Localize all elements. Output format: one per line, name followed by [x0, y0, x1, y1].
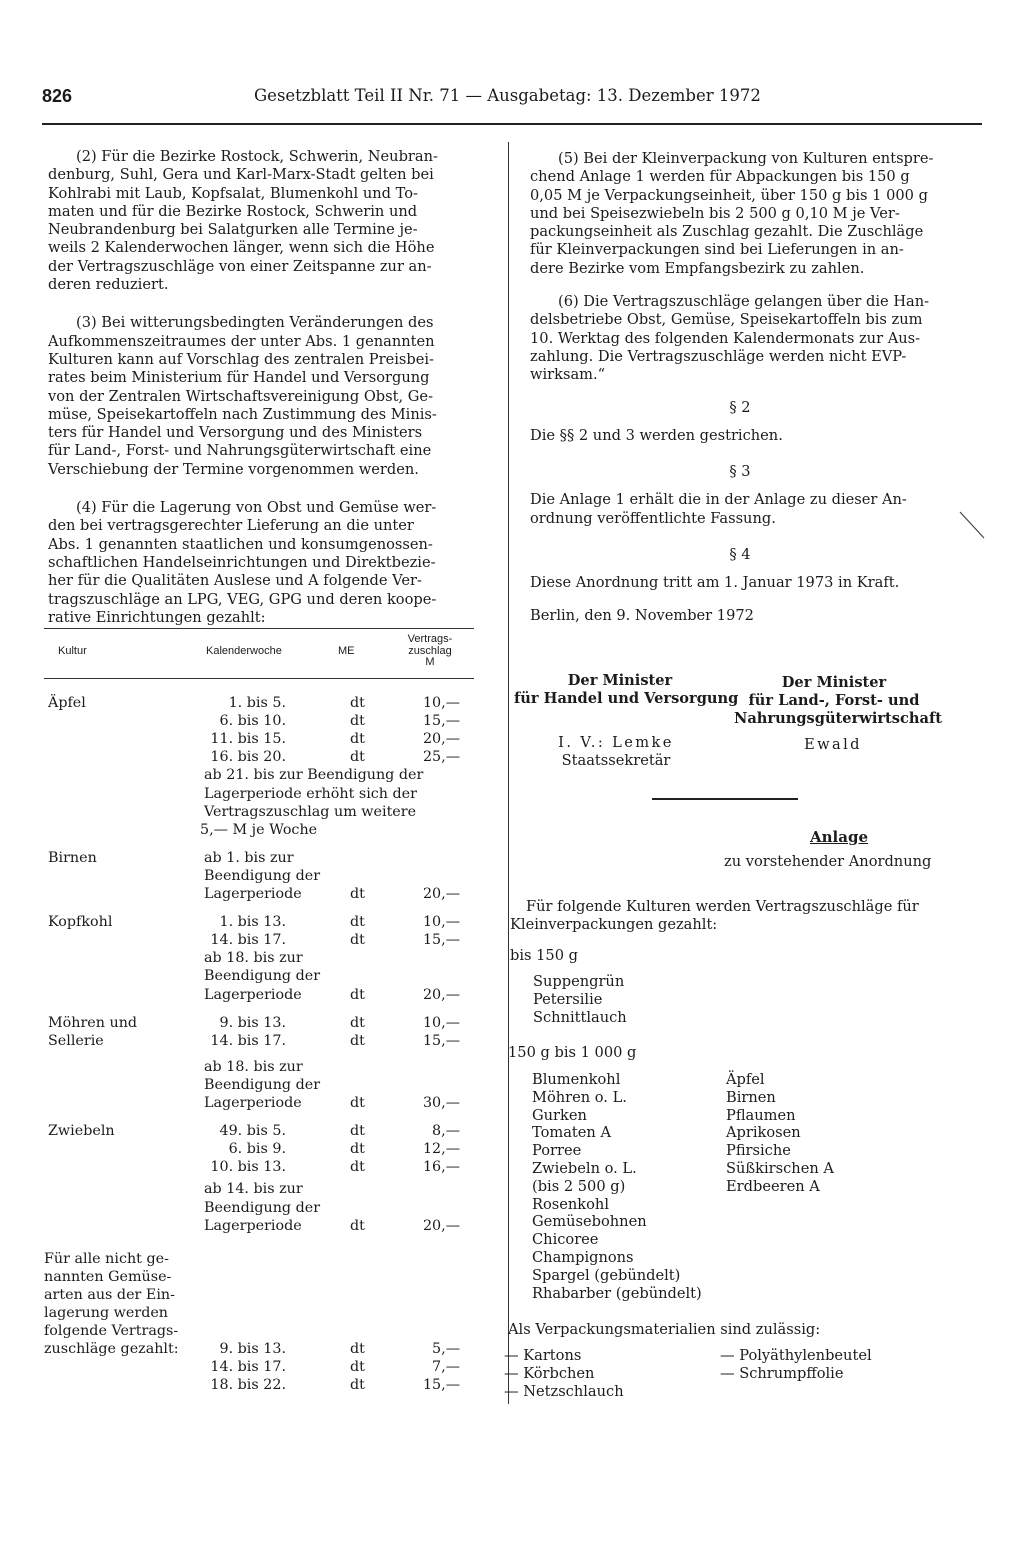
cell-kalenderwoche: Lagerperiode	[204, 886, 302, 902]
cell-zuschlag: 5,—	[432, 1341, 460, 1357]
cell-kalenderwoche: 14. bis 17.	[210, 1032, 286, 1049]
list-item: Schnittlauch	[533, 1009, 627, 1026]
right-column	[530, 150, 950, 625]
minister-line: für Handel und Versorgung	[514, 690, 739, 707]
page-number: 826	[42, 86, 73, 106]
cell-kalenderwoche: ab 21. bis zur Beendigung der	[204, 767, 424, 784]
text-line: schaftlichen Handelseinrichtungen und Direktbezie-	[48, 553, 436, 571]
cell-zuschlag: 30,—	[422, 1095, 460, 1111]
list-item: Erdbeeren A	[726, 1177, 820, 1195]
cell-zuschlag: 10,—	[422, 914, 460, 931]
section-3-title: § 3	[729, 463, 751, 481]
cell-zuschlag: 10,—	[422, 695, 460, 711]
minister-line: für Land-, Forst- und	[748, 692, 920, 709]
cell-zuschlag: 15,—	[422, 932, 460, 949]
group-150-list	[533, 973, 627, 1027]
text-line: 10. Werktag des folgenden Kalendermonats zur Aus-	[530, 329, 921, 347]
text-line: (3) Bei witterungsbedingten Veränderungen des	[76, 314, 434, 332]
text-line: (5) Bei der Kleinverpackung von Kulturen entspre-	[558, 150, 934, 167]
cell-kalenderwoche: 6. bis 10.	[219, 713, 286, 730]
text-line: dere Bezirke vom Empfangsbezirk zu zahlen.	[530, 259, 865, 277]
section-divider	[652, 798, 798, 800]
minister-2	[734, 674, 942, 728]
text-line: ordnung veröffentlichte Fassung.	[530, 509, 776, 527]
text-line: der Vertragszuschläge von einer Zeitspanne zur an-	[48, 257, 432, 275]
list-item: — Körbchen	[504, 1364, 595, 1382]
list-item: Pfirsiche	[726, 1142, 791, 1160]
place-date: Berlin, den 9. November 1972	[530, 606, 754, 624]
text-line: Kulturen kann auf Vorschlag des zentralen Preisbei-	[48, 350, 434, 368]
cell-zuschlag: 8,—	[432, 1123, 460, 1140]
cell-me: dt	[350, 1095, 365, 1111]
cell-kalenderwoche: Vertragszuschlag um weitere	[204, 803, 417, 820]
cell-kalenderwoche: ab 18. bis zur	[204, 950, 303, 967]
anlage-intro	[510, 898, 946, 934]
cell-kalenderwoche: 14. bis 17.	[210, 1359, 286, 1375]
section-4-text: Diese Anordnung tritt am 1. Januar 1973 in Kraft.	[530, 574, 900, 592]
list-item: Süßkirschen A	[726, 1159, 834, 1177]
text-line: rative Einrichtungen gezahlt:	[48, 608, 266, 626]
text-line: Abs. 1 genannten staatlichen und konsumgenossen-	[48, 535, 433, 553]
cell-kalenderwoche: 18. bis 22.	[210, 1377, 286, 1393]
header-kultur: Kultur	[58, 645, 87, 657]
minister-line: Der Minister	[781, 674, 887, 691]
paragraph-4	[48, 499, 478, 627]
cell-kalenderwoche: ab 18. bis zur	[204, 1058, 303, 1075]
text-line: weils 2 Kalenderwochen länger, wenn sich die Höhe	[48, 239, 435, 257]
note-line: Für alle nicht ge-	[44, 1251, 169, 1267]
minister-line: Der Minister	[567, 672, 673, 689]
cell-kultur: Birnen	[48, 849, 97, 866]
text-line: für Land-, Forst- und Nahrungsgüterwirtschaft eine	[48, 442, 432, 460]
cell-kalenderwoche: 1. bis 13.	[219, 914, 286, 931]
cell-kalenderwoche: Lagerperiode	[204, 986, 302, 1003]
text-line: von der Zentralen Wirtschaftsvereinigung Obst, Ge-	[48, 387, 434, 405]
page-header	[42, 86, 982, 112]
cell-kultur: Äpfel	[48, 695, 86, 711]
cell-kultur: Sellerie	[48, 1032, 104, 1049]
cell-zuschlag: 16,—	[422, 1159, 460, 1176]
cell-me: dt	[350, 1123, 365, 1140]
note-line: arten aus der Ein-	[44, 1287, 175, 1303]
cell-kalenderwoche: Beendigung der	[204, 1199, 321, 1216]
paragraph-2	[48, 148, 478, 294]
table-top-rule	[44, 628, 474, 629]
section-2-title: § 2	[729, 398, 751, 416]
cell-kalenderwoche: 11. bis 15.	[210, 731, 286, 748]
cell-me: dt	[350, 1341, 365, 1357]
minister-line: Nahrungsgüterwirtschaft	[734, 710, 942, 727]
gazette-title: Gesetzblatt Teil II Nr. 71 — Ausgabetag: 13. Dezember 1972	[254, 86, 761, 105]
header-me: ME	[338, 645, 355, 657]
cell-me: dt	[350, 1032, 365, 1049]
text-line: zahlung. Die Vertragszuschläge werden nicht EVP-	[530, 347, 907, 365]
list-item: Rosenkohl	[532, 1195, 609, 1213]
list-item: Blumenkohl	[532, 1071, 621, 1088]
section-4-title: § 4	[729, 546, 751, 564]
text-line: Aufkommenszeitraumes der unter Abs. 1 genannten	[48, 332, 435, 350]
list-item: Tomaten A	[532, 1124, 612, 1142]
table-header-rule	[44, 678, 474, 679]
cell-kalenderwoche: 49. bis 5.	[219, 1123, 286, 1140]
cell-kultur: Möhren und	[48, 1014, 138, 1031]
cell-zuschlag: 15,—	[422, 1032, 460, 1049]
cell-me: dt	[350, 695, 365, 711]
cell-kalenderwoche: 14. bis 17.	[210, 932, 286, 949]
section-2-text: Die §§ 2 und 3 werden gestrichen.	[530, 426, 783, 444]
note-line: folgende Vertrags-	[44, 1323, 179, 1339]
cell-me: dt	[350, 1014, 365, 1031]
cell-kalenderwoche: ab 1. bis zur	[204, 849, 294, 866]
scan-mark-decoration	[958, 510, 988, 542]
text-line: Für folgende Kulturen werden Vertragszuschläge für	[526, 898, 919, 915]
cell-kalenderwoche: 6. bis 9.	[228, 1141, 286, 1158]
text-line: rates beim Ministerium für Handel und Versorgung	[48, 369, 430, 387]
paragraph-6	[530, 293, 950, 384]
text-line: Kohlrabi mit Laub, Kopfsalat, Blumenkohl und To-	[48, 184, 418, 202]
group-1000-label: 150 g bis 1 000 g	[508, 1044, 637, 1061]
packaging-list-left	[504, 1347, 624, 1400]
anlage-subtitle: zu vorstehender Anordnung	[724, 853, 932, 870]
list-item: Gurken	[532, 1106, 587, 1124]
column-divider	[508, 142, 509, 1404]
group-1000-list-right	[726, 1071, 834, 1196]
cell-kalenderwoche: Lagerperiode erhöht sich der	[204, 785, 417, 802]
cell-kalenderwoche: 9. bis 13.	[219, 1014, 286, 1031]
cell-me: dt	[350, 713, 365, 730]
cell-zuschlag: 7,—	[432, 1359, 460, 1375]
list-item: — Kartons	[504, 1347, 582, 1364]
header-zuschlag	[394, 634, 466, 669]
cell-kalenderwoche: ab 14. bis zur	[204, 1181, 303, 1198]
cell-kalenderwoche: Beendigung der	[204, 968, 321, 985]
list-item: Möhren o. L.	[532, 1088, 627, 1106]
header-rule	[42, 123, 982, 125]
list-item: Pflaumen	[726, 1106, 796, 1124]
cell-zuschlag: 15,—	[422, 713, 460, 730]
cell-me: dt	[350, 986, 365, 1003]
text-line: chend Anlage 1 werden für Abpackungen bis 150 g	[530, 168, 910, 186]
cell-kultur: Zwiebeln	[48, 1123, 115, 1140]
list-item: Chicoree	[532, 1231, 599, 1249]
cell-kalenderwoche: Lagerperiode	[204, 1095, 302, 1111]
cell-me: dt	[350, 886, 365, 902]
cell-zuschlag: 12,—	[422, 1141, 460, 1158]
list-item: Birnen	[726, 1088, 776, 1106]
header-zuschlag-line: Vertrags-	[407, 633, 453, 645]
left-column	[48, 148, 478, 627]
text-line: Kleinverpackungen gezahlt:	[510, 916, 718, 933]
cell-me: dt	[350, 1359, 365, 1375]
list-item: Äpfel	[726, 1071, 765, 1088]
list-item: Aprikosen	[726, 1124, 801, 1142]
cell-zuschlag: 20,—	[422, 1217, 460, 1234]
signature-2: Ewald	[804, 736, 862, 753]
note-line: zuschläge gezahlt:	[44, 1341, 179, 1357]
cell-kalenderwoche: 5,— M je Woche	[200, 821, 318, 838]
text-line: Die Anlage 1 erhält die in der Anlage zu dieser An-	[530, 491, 907, 509]
text-line: delsbetriebe Obst, Gemüse, Speisekartoffeln bis zum	[530, 311, 923, 329]
list-item: (bis 2 500 g)	[532, 1177, 626, 1195]
header-zuschlag-line: M	[425, 656, 435, 668]
text-line: (6) Die Vertragszuschläge gelangen über die Han-	[558, 293, 930, 311]
cell-kultur: Kopfkohl	[48, 914, 113, 931]
list-item: — Netzschlauch	[504, 1382, 624, 1400]
signature-name: I. V.: Lemke	[558, 734, 674, 751]
cell-me: dt	[350, 1377, 365, 1393]
text-line: packungseinheit als Zuschlag gezahlt. Die Zuschläge	[530, 223, 924, 241]
cell-kalenderwoche: 1. bis 5.	[228, 695, 286, 711]
cell-me: dt	[350, 914, 365, 931]
cell-me: dt	[350, 1217, 365, 1234]
packaging-intro: Als Verpackungsmaterialien sind zulässig:	[508, 1321, 821, 1338]
cell-kalenderwoche: 9. bis 13.	[219, 1341, 286, 1357]
text-line: deren reduziert.	[48, 276, 169, 294]
note-line: lagerung werden	[44, 1305, 169, 1321]
list-item: — Schrumpffolie	[720, 1364, 844, 1382]
cell-kalenderwoche: Beendigung der	[204, 1076, 321, 1093]
section-3-text	[530, 491, 950, 528]
text-line: ters für Handel und Versorgung und des Ministers	[48, 424, 423, 442]
cell-kalenderwoche: 10. bis 13.	[210, 1159, 286, 1176]
cell-kalenderwoche: 16. bis 20.	[210, 749, 286, 766]
text-line: Neubrandenburg bei Salatgurken alle Termine je-	[48, 221, 418, 239]
text-line: tragszuschläge an LPG, VEG, GPG und deren koope-	[48, 590, 437, 608]
list-item: Porree	[532, 1142, 582, 1160]
list-item: Gemüsebohnen	[532, 1213, 647, 1231]
cell-me: dt	[350, 731, 365, 748]
text-line: maten und für die Bezirke Rostock, Schwerin und	[48, 202, 418, 220]
cell-me: dt	[350, 1141, 365, 1158]
cell-me: dt	[350, 749, 365, 766]
text-line: wirksam.“	[530, 366, 606, 384]
text-line: her für die Qualitäten Auslese und A folgende Ver-	[48, 572, 422, 590]
list-item: — Polyäthylenbeutel	[720, 1347, 872, 1364]
header-zuschlag-line: zuschlag	[408, 644, 452, 657]
header-kalenderwoche: Kalenderwoche	[206, 645, 282, 657]
signature-title: Staatssekretär	[561, 752, 671, 769]
minister-1	[514, 672, 739, 708]
text-line: und bei Speisezwiebeln bis 2 500 g 0,10 M je Ver-	[530, 204, 900, 222]
cell-zuschlag: 15,—	[422, 1377, 460, 1393]
cell-me: dt	[350, 1159, 365, 1176]
table-note	[44, 1250, 194, 1358]
paragraph-5	[530, 150, 950, 278]
cell-kalenderwoche: Beendigung der	[204, 867, 321, 884]
cell-me: dt	[350, 932, 365, 949]
paragraph-3	[48, 314, 478, 479]
text-line: denburg, Suhl, Gera und Karl-Marx-Stadt gelten bei	[48, 166, 434, 184]
text-line: müse, Speisekartoffeln nach Zustimmung des Minis-	[48, 405, 437, 423]
group-150-label: bis 150 g	[510, 947, 578, 964]
group-1000-list-left	[532, 1071, 702, 1302]
cell-zuschlag: 20,—	[422, 731, 460, 748]
cell-kalenderwoche: Lagerperiode	[204, 1217, 302, 1234]
text-line: (4) Für die Lagerung von Obst und Gemüse wer-	[76, 499, 437, 517]
list-item: Champignons	[532, 1248, 634, 1266]
list-item: Rhabarber (gebündelt)	[532, 1284, 702, 1302]
cell-zuschlag: 20,—	[422, 986, 460, 1003]
text-line: den bei vertragsgerechter Lieferung an die unter	[48, 517, 414, 535]
text-line: 0,05 M je Verpackungseinheit, über 150 g bis 1 000 g	[530, 186, 928, 204]
cell-zuschlag: 25,—	[422, 749, 460, 766]
list-item: Suppengrün	[533, 973, 625, 990]
packaging-list-right	[720, 1347, 872, 1383]
cell-zuschlag: 10,—	[422, 1014, 460, 1031]
list-item: Zwiebeln o. L.	[532, 1159, 637, 1177]
note-line: nannten Gemüse-	[44, 1269, 172, 1285]
list-item: Spargel (gebündelt)	[532, 1266, 681, 1284]
anlage-title: Anlage	[810, 828, 868, 846]
list-item: Petersilie	[533, 991, 603, 1008]
cell-zuschlag: 20,—	[422, 886, 460, 902]
text-line: Verschiebung der Termine vorgenommen werden.	[48, 460, 419, 478]
text-line: (2) Für die Bezirke Rostock, Schwerin, Neubran-	[76, 148, 438, 165]
signature-1	[540, 734, 692, 770]
text-line: für Kleinverpackungen sind bei Lieferungen in an-	[530, 241, 904, 259]
